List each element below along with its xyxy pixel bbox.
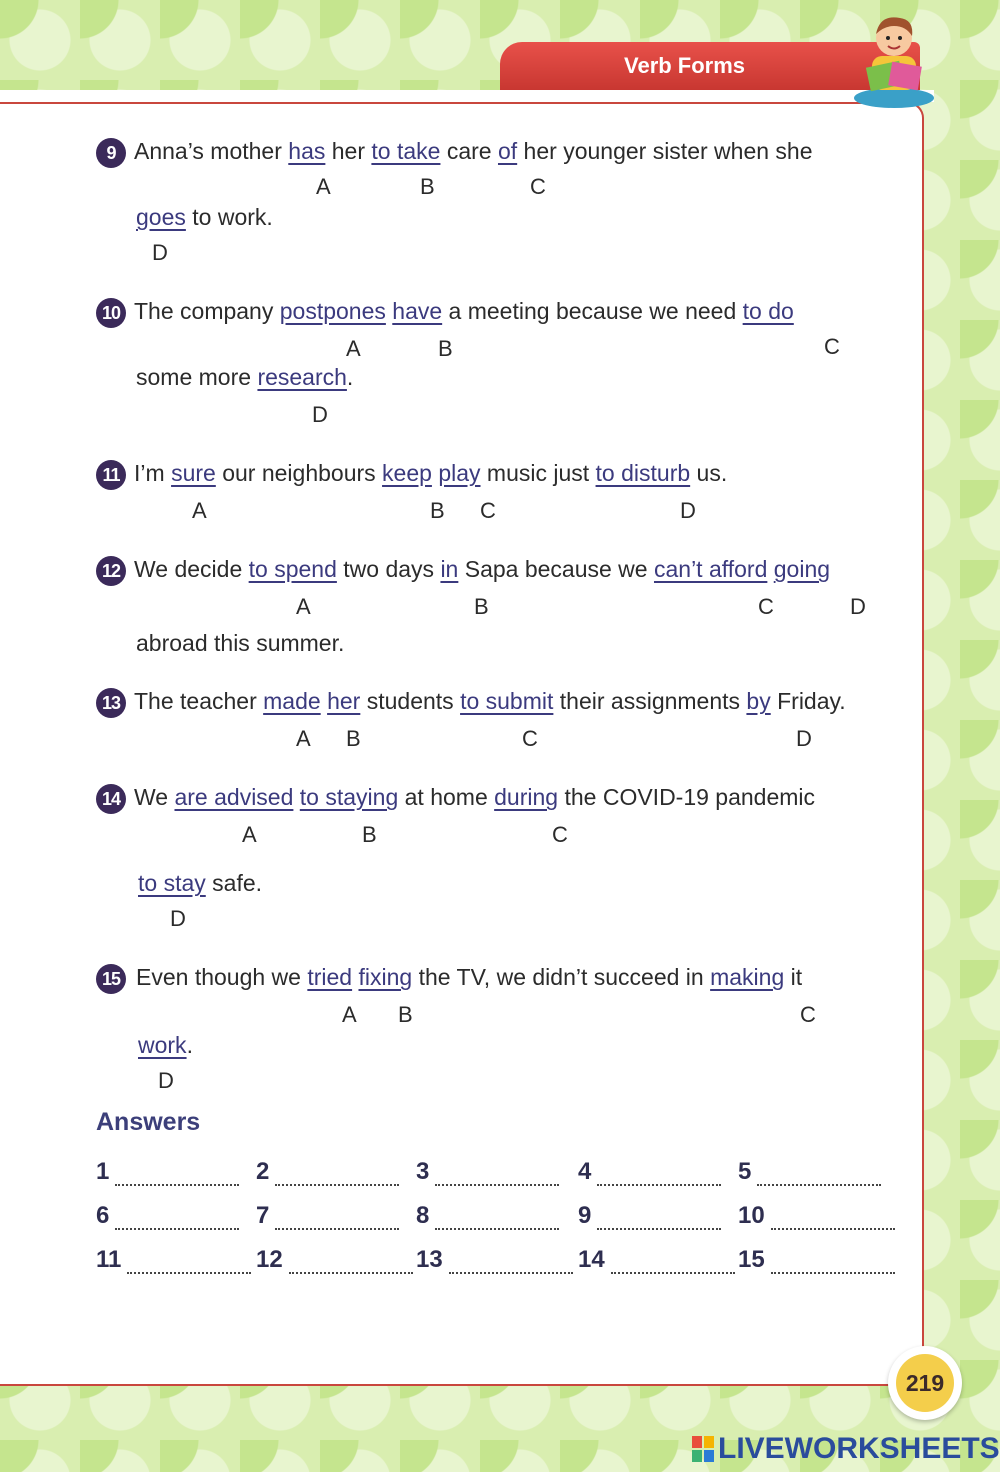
answer-slot <box>256 1202 399 1230</box>
question-text-line <box>138 1032 193 1059</box>
answer-number: 15 <box>738 1246 765 1273</box>
option-letter-a: A <box>342 1002 357 1027</box>
answer-number: 6 <box>96 1202 110 1229</box>
question-text: safe. <box>205 870 263 896</box>
answer-number: 8 <box>416 1202 430 1229</box>
option-letter-c: C <box>480 498 496 523</box>
answer-slot <box>416 1246 573 1274</box>
option-letter-c: C <box>800 1002 816 1027</box>
question-text: the COVID-19 pandemic <box>558 784 816 810</box>
option-letter-c: C <box>824 334 840 359</box>
underlined-option: to disturb <box>595 460 691 486</box>
option-letter-d: D <box>850 594 866 619</box>
option-letter-c: C <box>758 594 774 619</box>
answer-slot <box>578 1202 721 1230</box>
answer-blank-field[interactable] <box>289 1252 413 1274</box>
answer-slot <box>416 1158 559 1186</box>
answer-number: 7 <box>256 1202 270 1229</box>
answer-number: 14 <box>578 1246 605 1273</box>
answer-blank-field[interactable] <box>115 1164 239 1186</box>
question-text: to work. <box>185 204 273 230</box>
answer-blank-field[interactable] <box>275 1208 399 1230</box>
answer-blank-field[interactable] <box>435 1164 559 1186</box>
answer-number: 2 <box>256 1158 270 1185</box>
underlined-option: making <box>710 964 785 990</box>
question-number: 12 <box>96 556 126 586</box>
question-text-line <box>136 204 273 231</box>
underlined-option: to take <box>371 138 441 164</box>
question-text: We <box>134 784 175 810</box>
liveworksheets-logo-icon <box>692 1436 714 1462</box>
answer-number: 10 <box>738 1202 765 1229</box>
answer-blank-field[interactable] <box>115 1208 239 1230</box>
option-letter-a: A <box>296 726 311 751</box>
option-letter-b: B <box>362 822 377 847</box>
option-letter-b: B <box>430 498 445 523</box>
question-text: the TV, we didn’t succeed in <box>412 964 711 990</box>
question-text: their assignments <box>553 688 747 714</box>
underlined-option: made <box>263 688 321 714</box>
answer-blank-field[interactable] <box>127 1252 251 1274</box>
question-text: I’m <box>134 460 172 486</box>
question-text: . <box>186 1032 193 1058</box>
question-text-line <box>134 688 846 715</box>
question-text: some more <box>136 364 258 390</box>
answer-slot <box>416 1202 559 1230</box>
underlined-option: are advised <box>174 784 294 810</box>
option-letter-b: B <box>398 1002 413 1027</box>
option-letter-b: B <box>438 336 453 361</box>
question-text-line <box>136 364 353 391</box>
underlined-option: to spend <box>248 556 337 582</box>
answer-number: 3 <box>416 1158 430 1185</box>
answer-blank-field[interactable] <box>771 1208 895 1230</box>
underlined-option: to do <box>742 298 794 324</box>
question-text: . <box>346 364 354 390</box>
option-letter-d: D <box>170 906 186 931</box>
underlined-option: has <box>288 138 326 164</box>
page-number: 219 <box>896 1354 954 1412</box>
underlined-option: goes <box>136 204 186 230</box>
question-number: 10 <box>96 298 126 328</box>
question-text: The company <box>134 298 280 324</box>
answers-row <box>96 1202 896 1232</box>
question-text: it <box>784 964 803 990</box>
answer-number: 1 <box>96 1158 110 1185</box>
question-text: our neighbours <box>215 460 383 486</box>
worksheet-page <box>0 102 924 1386</box>
question-text: two days <box>336 556 441 582</box>
underlined-option: have <box>392 298 443 324</box>
question-text-line <box>136 630 344 657</box>
question-text: We decide <box>134 556 249 582</box>
answer-number: 4 <box>578 1158 592 1185</box>
option-letter-d: D <box>680 498 696 523</box>
underlined-option: to submit <box>460 688 554 714</box>
question-text: a meeting because we need <box>442 298 743 324</box>
option-letter-c: C <box>522 726 538 751</box>
question-text: students <box>360 688 461 714</box>
answer-number: 13 <box>416 1246 443 1273</box>
answers-title: Answers <box>96 1108 201 1136</box>
underlined-option: work <box>138 1032 187 1058</box>
section-title: Verb Forms <box>624 53 746 78</box>
answer-slot <box>256 1246 413 1274</box>
question-text: Friday. <box>770 688 846 714</box>
answer-slot <box>738 1202 895 1230</box>
option-letter-d: D <box>158 1068 174 1093</box>
option-letter-b: B <box>346 726 361 751</box>
underlined-option: to staying <box>299 784 399 810</box>
question-number: 15 <box>96 964 126 994</box>
answer-slot <box>256 1158 399 1186</box>
question-text-line <box>134 138 813 165</box>
question-text: at home <box>398 784 495 810</box>
answer-number: 11 <box>96 1246 122 1273</box>
option-letter-b: B <box>420 174 435 199</box>
underlined-option: sure <box>171 460 216 486</box>
answer-slot <box>96 1202 239 1230</box>
underlined-option: keep <box>382 460 432 486</box>
answer-number: 12 <box>256 1246 283 1273</box>
underlined-option: by <box>746 688 771 714</box>
answer-blank-field[interactable] <box>435 1208 559 1230</box>
answer-blank-field[interactable] <box>449 1252 573 1274</box>
answer-blank-field[interactable] <box>757 1164 881 1186</box>
answer-blank-field[interactable] <box>611 1252 735 1274</box>
question-text-line <box>134 298 794 325</box>
answer-slot <box>578 1158 721 1186</box>
answer-blank-field[interactable] <box>597 1164 721 1186</box>
question-text-line <box>134 784 815 811</box>
underlined-option: play <box>438 460 481 486</box>
question-text: abroad this summer. <box>136 630 345 656</box>
question-text: Even though we <box>136 964 308 990</box>
underlined-option: of <box>497 138 518 164</box>
page-number-badge <box>888 1346 962 1420</box>
underlined-option: research <box>257 364 347 390</box>
option-letter-a: A <box>242 822 257 847</box>
question-text-line <box>138 870 262 897</box>
answer-slot <box>96 1246 251 1274</box>
answer-slot <box>578 1246 735 1274</box>
underlined-option: her <box>327 688 361 714</box>
liveworksheets-watermark <box>692 1432 1000 1466</box>
question-text: care <box>440 138 498 164</box>
reading-boy-mascot-icon <box>850 8 938 108</box>
option-letter-a: A <box>346 336 361 361</box>
underlined-option: fixing <box>358 964 413 990</box>
answer-slot <box>738 1246 895 1274</box>
option-letter-a: A <box>296 594 311 619</box>
answer-blank-field[interactable] <box>597 1208 721 1230</box>
underlined-option: postpones <box>279 298 386 324</box>
option-letter-a: A <box>192 498 207 523</box>
option-letter-d: D <box>312 402 328 427</box>
underlined-option: tried <box>307 964 353 990</box>
underlined-option: in <box>440 556 459 582</box>
answer-blank-field[interactable] <box>275 1164 399 1186</box>
question-number: 11 <box>96 460 126 490</box>
question-text: us. <box>690 460 728 486</box>
watermark-text: LIVEWORKSHEETS <box>718 1432 1000 1465</box>
question-text: her younger sister when she <box>517 138 813 164</box>
answers-row <box>96 1158 896 1188</box>
answer-blank-field[interactable] <box>771 1252 895 1274</box>
question-text-line <box>136 964 802 991</box>
option-letter-c: C <box>530 174 546 199</box>
question-text: music just <box>480 460 596 486</box>
question-number: 13 <box>96 688 126 718</box>
underlined-option: during <box>494 784 559 810</box>
option-letter-b: B <box>474 594 489 619</box>
underlined-option: can’t afford <box>653 556 768 582</box>
question-text-line <box>134 460 727 487</box>
underlined-option: going <box>773 556 831 582</box>
header-strip <box>0 90 934 102</box>
answer-slot <box>96 1158 239 1186</box>
option-letter-d: D <box>796 726 812 751</box>
question-text-line <box>134 556 830 583</box>
question-text: Anna’s mother <box>134 138 289 164</box>
question-text: her <box>325 138 372 164</box>
answer-number: 5 <box>738 1158 752 1185</box>
answer-slot <box>738 1158 881 1186</box>
answers-row <box>96 1246 896 1276</box>
option-letter-c: C <box>552 822 568 847</box>
option-letter-d: D <box>152 240 168 265</box>
option-letter-a: A <box>316 174 331 199</box>
question-text: Sapa because we <box>458 556 654 582</box>
question-number: 9 <box>96 138 126 168</box>
underlined-option: to stay <box>138 870 206 896</box>
question-text: The teacher <box>134 688 264 714</box>
answer-number: 9 <box>578 1202 592 1229</box>
question-number: 14 <box>96 784 126 814</box>
